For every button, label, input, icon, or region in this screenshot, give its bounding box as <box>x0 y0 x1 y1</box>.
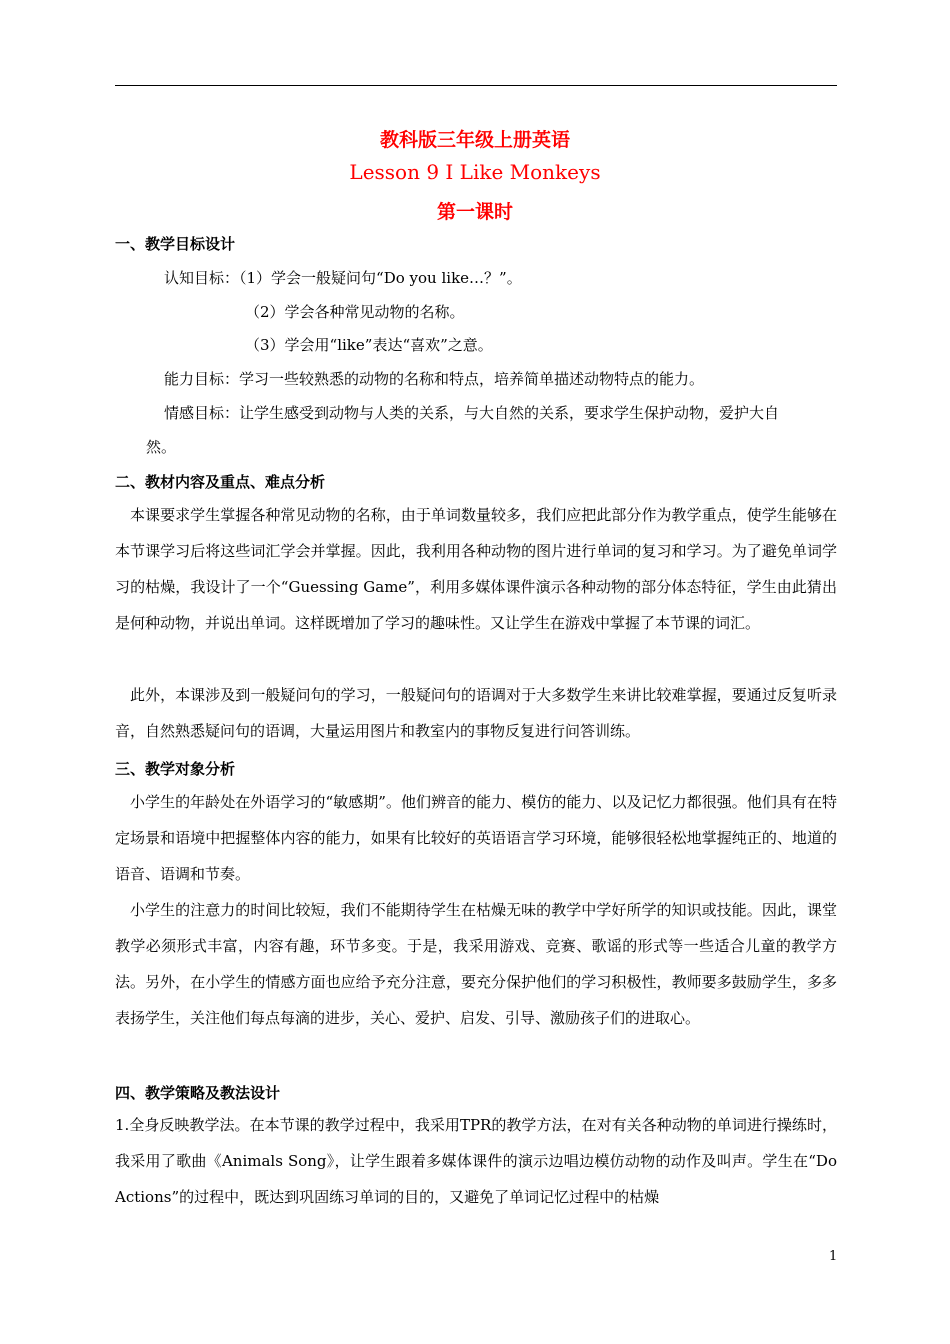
section-heading-objectives: 一、教学目标设计 <box>115 235 236 253</box>
emotion-objective: 情感目标：让学生感受到动物与人类的关系，与大自然的关系，要求学生保护动物，爱护大自 <box>164 404 780 422</box>
section-heading-strategy: 四、教学策略及教法设计 <box>115 1084 281 1102</box>
section-heading-learner-analysis: 三、教学对象分析 <box>115 760 236 778</box>
header-rule <box>115 85 837 86</box>
cognitive-objective-2: （2）学会各种常见动物的名称。 <box>245 303 465 321</box>
period-title: 第一课时 <box>436 201 513 223</box>
lesson-title: Lesson 9 I Like Monkeys <box>349 160 601 184</box>
section-heading-content-analysis: 二、教材内容及重点、难点分析 <box>115 473 326 491</box>
cognitive-objective-3: （3）学会用“like”表达“喜欢”之意。 <box>245 336 493 354</box>
cognitive-objective-1: 认知目标：（1）学会一般疑问句“Do you like…？”。 <box>164 269 522 287</box>
learner-analysis-paragraph-2: 小学生的注意力的时间比较短，我们不能期待学生在枯燥无味的教学中学好所学的知识或技能。因此，课堂教学必须形式丰富，内容有趣，环节多变。于是，我采用游戏、竞赛、歌谣的形式等一些适合儿童的教学方法。另外，在小学生的情感方面也应给予充分注意，要充分保护他们的学习积极性，教师要多鼓励学生，多多表扬学生，关注他们每点每滴的进步，关心、爱护、启发、引导、激励孩子们的进取心。 <box>115 901 837 1027</box>
page-number: 1 <box>829 1249 838 1264</box>
learner-analysis-paragraph-1: 小学生的年龄处在外语学习的“敏感期”。他们辨音的能力、模仿的能力、以及记忆力都很强。他们具有在特定场景和语境中把握整体内容的能力，如果有比较好的英语语言学习环境，能够很轻松地掌握纯正的、地道的语音、语调和节奏。 <box>115 793 837 883</box>
emotion-objective-continued: 然。 <box>146 438 177 456</box>
document-title: 教科版三年级上册英语 <box>379 129 570 151</box>
ability-objective: 能力目标：学习一些较熟悉的动物的名称和特点，培养简单描述动物特点的能力。 <box>164 370 705 388</box>
strategy-paragraph-1: 1.全身反映教学法。在本节课的教学过程中，我采用TPR的教学方法，在对有关各种动物的单词进行操练时，我采用了歌曲《Animals Song》，让学生跟着多媒体课件的演示边唱边模仿动物的动作及叫声。学生在“Do Actions”的过程中，既达到巩固练习单词的目的，又避免了单词记忆过程中的枯燥 <box>115 1116 837 1206</box>
content-analysis-paragraph-1: 本课要求学生掌握各种常见动物的名称，由于单词数量较多，我们应把此部分作为教学重点，使学生能够在本节课学习后将这些词汇学会并掌握。因此，我利用各种动物的图片进行单词的复习和学习。为了避免单词学习的枯燥，我设计了一个“Guessing Game”，利用多媒体课件演示各种动物的部分体态特征，学生由此猜出是何种动物，并说出单词。这样既增加了学习的趣味性。又让学生在游戏中掌握了本节课的词汇。 <box>115 506 837 632</box>
content-analysis-paragraph-2: 此外，本课涉及到一般疑问句的学习，一般疑问句的语调对于大多数学生来讲比较难掌握，要通过反复听录音，自然熟悉疑问句的语调，大量运用图片和教室内的事物反复进行问答训练。 <box>115 686 837 740</box>
